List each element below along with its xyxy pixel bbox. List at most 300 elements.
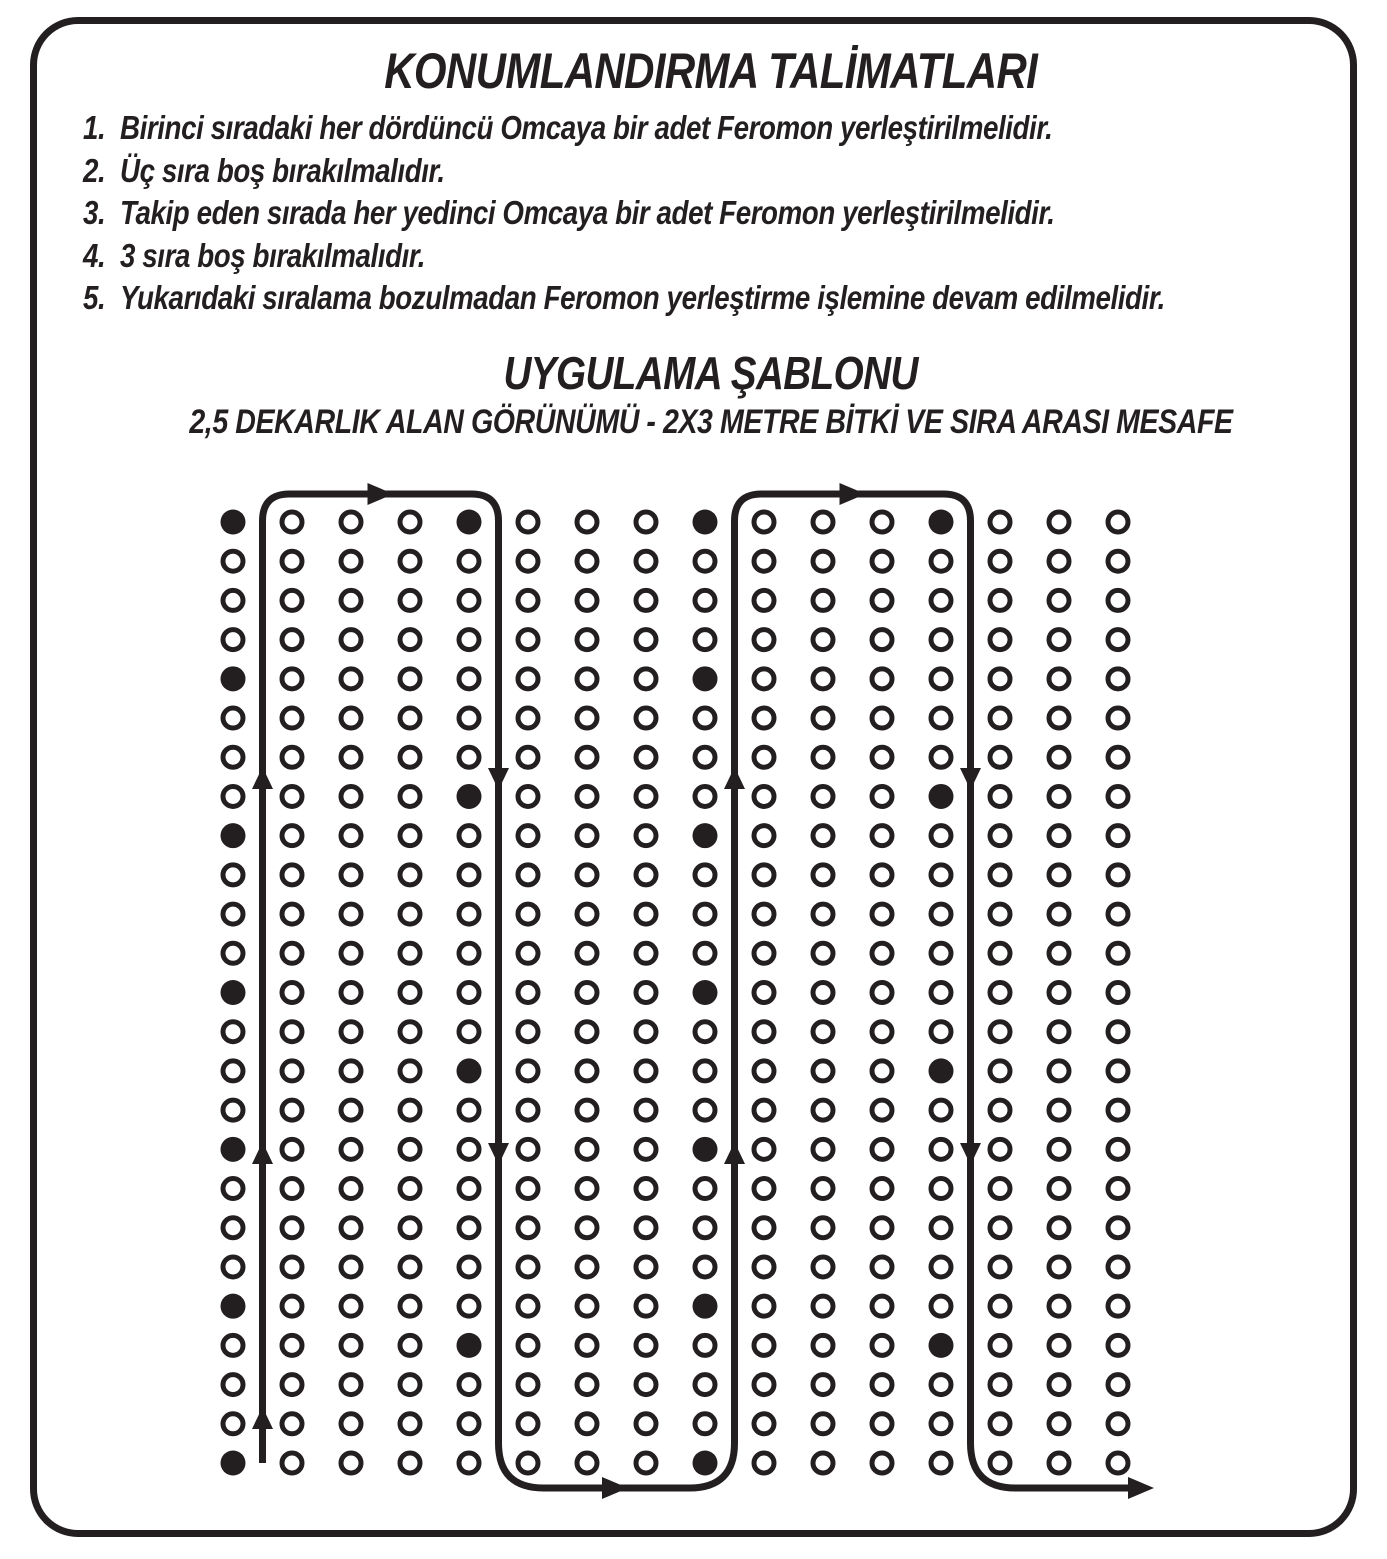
vine-dot <box>813 1061 833 1081</box>
vine-dot <box>872 1414 892 1434</box>
instruction-text: Yukarıdaki sıralama bozulmadan Feromon yerleştirme işlemine devam edilmelidir. <box>120 279 1165 316</box>
vine-dot <box>931 1179 951 1199</box>
vine-dot <box>1108 943 1128 963</box>
vine-dot <box>1108 904 1128 924</box>
vine-dot <box>931 747 951 767</box>
vine-dot <box>459 983 479 1003</box>
vine-dot <box>518 1296 538 1316</box>
vine-dot <box>754 669 774 689</box>
vine-dot <box>223 1375 243 1395</box>
vine-dot <box>990 826 1010 846</box>
vine-dot <box>813 865 833 885</box>
vine-dot <box>636 708 656 728</box>
vine-dot <box>872 708 892 728</box>
vine-dot <box>1108 786 1128 806</box>
vine-dot <box>341 826 361 846</box>
vine-dot <box>872 1022 892 1042</box>
vine-dot <box>223 590 243 610</box>
vine-dot <box>1108 1414 1128 1434</box>
vine-dot <box>223 1335 243 1355</box>
vine-dot <box>282 1179 302 1199</box>
vine-dot <box>400 1218 420 1238</box>
pheromone-vine-dot <box>929 1333 954 1358</box>
down-arrow-icon <box>488 1143 509 1165</box>
vine-dot <box>1108 747 1128 767</box>
vine-dot <box>754 826 774 846</box>
vine-dot <box>341 512 361 532</box>
vine-dot <box>636 983 656 1003</box>
vine-dot <box>577 747 597 767</box>
vine-dot <box>931 669 951 689</box>
vine-dot <box>813 1453 833 1473</box>
vine-dot <box>459 1022 479 1042</box>
vine-dot <box>695 1335 715 1355</box>
vine-dot <box>990 983 1010 1003</box>
vine-dot <box>577 1061 597 1081</box>
vine-dot <box>577 1139 597 1159</box>
vine-dot <box>872 1179 892 1199</box>
vine-dot <box>931 1100 951 1120</box>
vine-dot <box>636 590 656 610</box>
vine-dot <box>341 1218 361 1238</box>
pheromone-vine-dot <box>693 666 718 691</box>
vine-dot <box>1049 943 1069 963</box>
vine-dot <box>1108 1296 1128 1316</box>
vine-dot <box>577 630 597 650</box>
vine-dot <box>518 1100 538 1120</box>
up-arrow-icon <box>252 1142 273 1164</box>
vine-dot <box>695 1061 715 1081</box>
vine-dot <box>990 1296 1010 1316</box>
vine-dot <box>282 1022 302 1042</box>
vine-dot <box>459 1375 479 1395</box>
vine-dot <box>341 551 361 571</box>
vine-dot <box>341 669 361 689</box>
vine-dot <box>872 1257 892 1277</box>
vine-dot <box>813 1100 833 1120</box>
vine-dot <box>282 1257 302 1277</box>
vine-dot <box>636 1100 656 1120</box>
up-arrow-icon <box>252 1407 273 1429</box>
vine-dot <box>223 904 243 924</box>
vine-dot <box>341 865 361 885</box>
vine-dot <box>518 669 538 689</box>
vine-dot <box>577 943 597 963</box>
vine-dot <box>518 1218 538 1238</box>
vine-dot <box>813 1335 833 1355</box>
instruction-text: Birinci sıradaki her dördüncü Omcaya bir adet Feromon yerleştirilmelidir. <box>120 109 1053 146</box>
instruction-number: 3. <box>83 194 106 231</box>
vine-dot <box>872 1375 892 1395</box>
vine-dot <box>577 1453 597 1473</box>
vine-dot <box>636 1257 656 1277</box>
vine-dot <box>1108 1139 1128 1159</box>
vine-dot <box>577 1296 597 1316</box>
vine-dot <box>518 1257 538 1277</box>
vine-dot <box>400 669 420 689</box>
pheromone-vine-dot <box>693 980 718 1005</box>
vine-dot <box>400 943 420 963</box>
vine-dot <box>754 1179 774 1199</box>
vine-dot <box>636 1218 656 1238</box>
down-arrow-icon <box>960 768 981 790</box>
vine-dot <box>282 512 302 532</box>
vine-dot <box>931 1375 951 1395</box>
vine-dot <box>754 1335 774 1355</box>
vine-dot <box>459 1414 479 1434</box>
vine-dot <box>990 590 1010 610</box>
vine-dot <box>931 708 951 728</box>
vine-dot <box>754 1296 774 1316</box>
vine-dot <box>872 669 892 689</box>
vine-dot <box>341 747 361 767</box>
vine-dot <box>400 1139 420 1159</box>
vine-dot <box>1108 1257 1128 1277</box>
vine-dot <box>813 551 833 571</box>
vine-dot <box>1049 669 1069 689</box>
vine-dot <box>990 1257 1010 1277</box>
vine-dot <box>1049 826 1069 846</box>
vine-dot <box>695 1022 715 1042</box>
vine-dot <box>813 630 833 650</box>
vine-dot <box>1049 747 1069 767</box>
vine-dot <box>459 1296 479 1316</box>
vine-dot <box>400 630 420 650</box>
vine-dot <box>400 708 420 728</box>
vine-dot <box>872 786 892 806</box>
vine-dot <box>990 1100 1010 1120</box>
vine-dot <box>341 1335 361 1355</box>
vine-dot <box>813 1179 833 1199</box>
vine-dot <box>636 865 656 885</box>
vine-dot <box>754 512 774 532</box>
vine-dot <box>577 590 597 610</box>
vine-dot <box>931 983 951 1003</box>
vine-dot <box>518 747 538 767</box>
vine-dot <box>636 747 656 767</box>
vine-dot <box>695 747 715 767</box>
vine-dot <box>341 786 361 806</box>
vine-dot <box>459 1139 479 1159</box>
vine-dot <box>990 512 1010 532</box>
vine-dot <box>931 551 951 571</box>
vine-dot <box>282 1139 302 1159</box>
vine-dot <box>872 1100 892 1120</box>
pheromone-vine-dot <box>457 510 482 535</box>
vine-dot <box>990 551 1010 571</box>
vine-dot <box>872 1218 892 1238</box>
vine-dot <box>282 904 302 924</box>
vine-dot <box>400 1257 420 1277</box>
vine-dot <box>931 1257 951 1277</box>
vine-dot <box>400 551 420 571</box>
vine-dot <box>577 551 597 571</box>
vine-dot <box>754 983 774 1003</box>
instruction-number: 5. <box>83 279 106 316</box>
right-arrow-icon <box>840 483 866 505</box>
vine-dot <box>282 1453 302 1473</box>
vine-dot <box>1108 708 1128 728</box>
vine-dot <box>223 1257 243 1277</box>
vine-dot <box>872 512 892 532</box>
vine-dot <box>695 1257 715 1277</box>
vine-dot <box>990 1179 1010 1199</box>
vine-dot <box>1108 669 1128 689</box>
vine-dot <box>518 1179 538 1199</box>
template-title: UYGULAMA ŞABLONU <box>503 347 919 399</box>
vine-dot <box>459 1218 479 1238</box>
vine-dot <box>1049 630 1069 650</box>
vine-dot <box>813 1414 833 1434</box>
vine-dot <box>636 1022 656 1042</box>
vine-dot <box>990 1414 1010 1434</box>
vine-dot <box>695 786 715 806</box>
vine-dot <box>813 826 833 846</box>
vine-dot <box>872 865 892 885</box>
vine-dot <box>813 1022 833 1042</box>
vine-dot <box>577 983 597 1003</box>
vine-dot <box>695 708 715 728</box>
vine-dot <box>813 1296 833 1316</box>
vine-dot <box>577 1335 597 1355</box>
vine-dot <box>1108 1179 1128 1199</box>
vine-dot <box>282 865 302 885</box>
vine-dot <box>577 1414 597 1434</box>
right-arrow-icon <box>602 1477 628 1499</box>
vine-dot <box>813 1375 833 1395</box>
vine-dot <box>813 1218 833 1238</box>
vine-dot <box>282 1414 302 1434</box>
vine-dot <box>282 1335 302 1355</box>
vine-dot <box>990 1022 1010 1042</box>
vine-dot <box>872 826 892 846</box>
vine-dot <box>223 1022 243 1042</box>
vine-dot <box>518 512 538 532</box>
vine-dot <box>754 630 774 650</box>
instruction-text: Takip eden sırada her yedinci Omcaya bir adet Feromon yerleştirilmelidir. <box>120 194 1055 231</box>
vine-dot <box>1108 865 1128 885</box>
vine-dot <box>754 865 774 885</box>
vine-dot <box>518 1335 538 1355</box>
vine-dot <box>931 943 951 963</box>
pheromone-vine-dot <box>457 1058 482 1083</box>
down-arrow-icon <box>488 768 509 790</box>
vine-dot <box>1049 1414 1069 1434</box>
vine-dot <box>282 747 302 767</box>
vine-dot <box>223 943 243 963</box>
vine-dot <box>459 1453 479 1473</box>
vine-dot <box>400 747 420 767</box>
vine-dot <box>636 630 656 650</box>
vine-dot <box>282 1100 302 1120</box>
vine-dot <box>341 943 361 963</box>
vine-dot <box>400 1375 420 1395</box>
vine-dot <box>341 590 361 610</box>
vine-dot <box>754 1061 774 1081</box>
vine-dot <box>813 904 833 924</box>
vine-dot <box>282 1296 302 1316</box>
vine-dot <box>990 747 1010 767</box>
up-arrow-icon <box>252 767 273 789</box>
vine-dot <box>695 1100 715 1120</box>
pheromone-vine-dot <box>457 1333 482 1358</box>
vine-dot <box>754 1100 774 1120</box>
vine-dot <box>341 1061 361 1081</box>
vine-dot <box>459 708 479 728</box>
vine-dot <box>1108 512 1128 532</box>
vine-dot <box>931 1414 951 1434</box>
vine-dot <box>459 865 479 885</box>
vine-dot <box>400 1179 420 1199</box>
vine-dot <box>872 551 892 571</box>
vine-dot <box>931 1296 951 1316</box>
vine-dot <box>636 1061 656 1081</box>
vine-dot <box>341 1022 361 1042</box>
vine-dot <box>400 904 420 924</box>
vine-dot <box>282 630 302 650</box>
vine-dot <box>1049 1218 1069 1238</box>
vine-dot <box>341 1453 361 1473</box>
vine-dot <box>931 826 951 846</box>
vine-dot <box>990 943 1010 963</box>
vine-dot <box>931 1218 951 1238</box>
vine-dot <box>1108 826 1128 846</box>
vine-dot <box>872 590 892 610</box>
vine-dot <box>282 826 302 846</box>
vine-dot <box>636 826 656 846</box>
vine-dot <box>1049 1257 1069 1277</box>
vine-dot <box>223 1100 243 1120</box>
vine-dot <box>518 1022 538 1042</box>
vine-dot <box>636 1453 656 1473</box>
vine-dot <box>931 630 951 650</box>
vine-dot <box>1108 1335 1128 1355</box>
vine-dot <box>400 1414 420 1434</box>
vine-dot <box>518 943 538 963</box>
vine-dot <box>636 1179 656 1199</box>
vine-dot <box>1049 1139 1069 1159</box>
vine-dot <box>1049 1453 1069 1473</box>
vine-dot <box>518 630 538 650</box>
vine-dot <box>577 1375 597 1395</box>
vine-dot <box>872 1296 892 1316</box>
instruction-text: Üç sıra boş bırakılmalıdır. <box>120 151 445 189</box>
vine-dot <box>813 512 833 532</box>
vine-dot <box>282 590 302 610</box>
vine-dot <box>577 904 597 924</box>
vine-dot <box>695 943 715 963</box>
vine-dot <box>400 1100 420 1120</box>
vine-dot <box>1049 1100 1069 1120</box>
vine-dot <box>636 1375 656 1395</box>
vine-dot <box>282 669 302 689</box>
vine-dot <box>577 1022 597 1042</box>
vine-dot <box>754 1414 774 1434</box>
vine-dot <box>754 708 774 728</box>
pheromone-vine-dot <box>693 823 718 848</box>
vine-dot <box>518 1375 538 1395</box>
vine-dot <box>577 1100 597 1120</box>
vine-dot <box>400 983 420 1003</box>
vine-dot <box>459 943 479 963</box>
pheromone-vine-dot <box>221 980 246 1005</box>
vine-dot <box>1049 904 1069 924</box>
vine-dot <box>1049 1296 1069 1316</box>
vine-dot <box>282 943 302 963</box>
pheromone-vine-dot <box>221 1294 246 1319</box>
vine-dot <box>282 1218 302 1238</box>
vine-dot <box>872 1335 892 1355</box>
vine-dot <box>1049 590 1069 610</box>
vine-dot <box>282 1061 302 1081</box>
template-subtitle: 2,5 DEKARLIK ALAN GÖRÜNÜMÜ - 2X3 METRE BİTKİ VE SIRA ARASI MESAFE <box>189 403 1233 441</box>
vine-dot <box>400 786 420 806</box>
pheromone-vine-dot <box>221 1451 246 1476</box>
vine-dot <box>990 1139 1010 1159</box>
pheromone-vine-dot <box>693 1294 718 1319</box>
vine-dot <box>223 1179 243 1199</box>
pheromone-vine-dot <box>693 1137 718 1162</box>
right-arrow-icon <box>1128 1477 1154 1499</box>
vine-dot <box>518 786 538 806</box>
vine-dot <box>282 1375 302 1395</box>
vine-dot <box>518 1139 538 1159</box>
vine-dot <box>1108 1100 1128 1120</box>
pheromone-vine-dot <box>929 510 954 535</box>
vine-dot <box>872 1453 892 1473</box>
instruction-number: 1. <box>83 109 106 146</box>
vine-dot <box>636 1139 656 1159</box>
vine-dot <box>1108 590 1128 610</box>
vine-dot <box>990 669 1010 689</box>
vine-dot <box>341 1139 361 1159</box>
vine-dot <box>341 1257 361 1277</box>
vine-dot <box>341 904 361 924</box>
vine-dot <box>459 669 479 689</box>
vine-dot <box>1108 983 1128 1003</box>
vine-dot <box>695 1414 715 1434</box>
up-arrow-icon <box>724 767 745 789</box>
instruction-number: 2. <box>83 151 106 189</box>
pheromone-vine-dot <box>693 1451 718 1476</box>
vine-dot <box>636 943 656 963</box>
vine-dot <box>1108 630 1128 650</box>
vine-dot <box>813 1257 833 1277</box>
vine-dot <box>223 708 243 728</box>
vine-dot <box>459 551 479 571</box>
vine-dot <box>282 708 302 728</box>
pheromone-vine-dot <box>221 1137 246 1162</box>
vine-dot <box>754 1375 774 1395</box>
vine-dot <box>400 1296 420 1316</box>
vine-dot <box>459 1257 479 1277</box>
vine-dot <box>1108 1453 1128 1473</box>
vine-dot <box>1049 708 1069 728</box>
vine-dot <box>695 865 715 885</box>
vine-dot <box>813 590 833 610</box>
vine-dot <box>577 786 597 806</box>
vine-dot <box>1049 786 1069 806</box>
vine-dot <box>813 786 833 806</box>
vine-dot <box>459 1179 479 1199</box>
vine-dot <box>1108 1022 1128 1042</box>
vine-dot <box>636 512 656 532</box>
vine-dot <box>813 669 833 689</box>
vine-dot <box>518 1453 538 1473</box>
vine-dot <box>341 983 361 1003</box>
vine-dot <box>636 551 656 571</box>
vine-dot <box>400 512 420 532</box>
